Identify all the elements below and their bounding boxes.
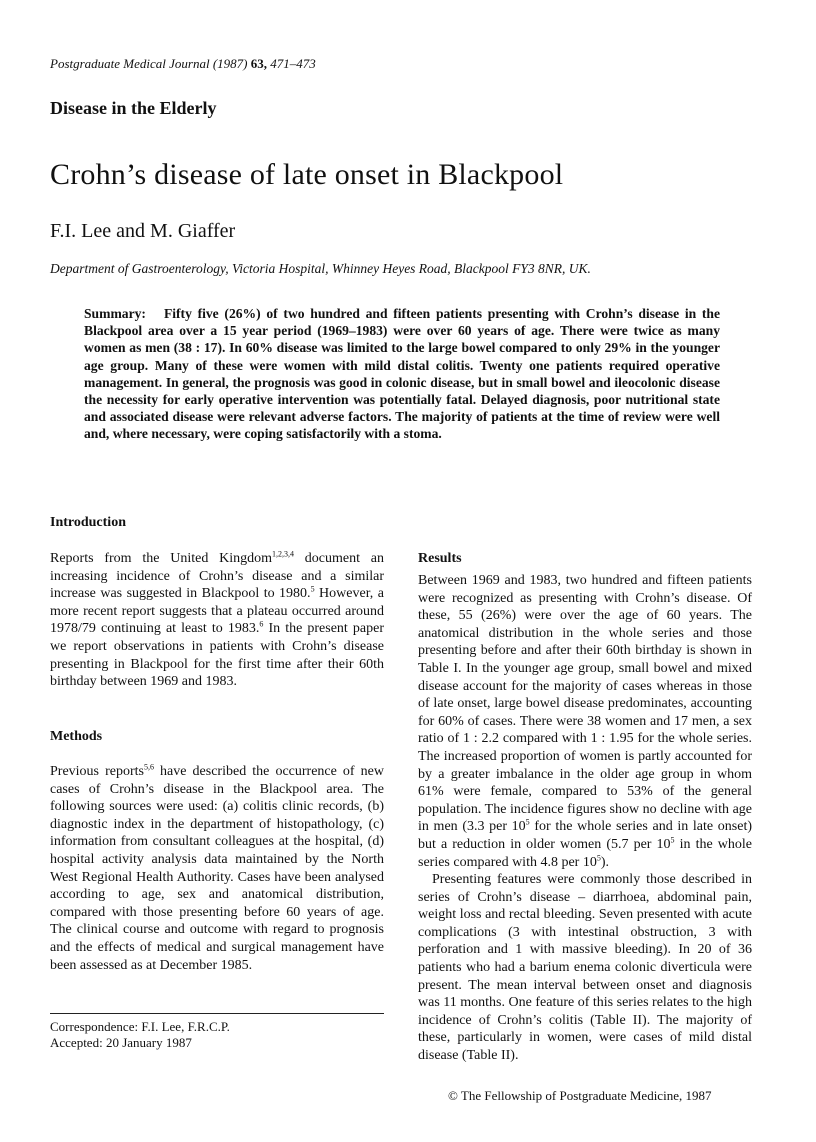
footnote	[50, 1019, 230, 1051]
reference-marker: 6	[259, 619, 264, 629]
correspondence-note: Correspondence: F.I. Lee, F.R.C.P.	[50, 1019, 230, 1034]
results-paragraph-2: Presenting features were commonly those described in series of Crohn’s disease – diarrhoea, abdominal pain, weight loss and rectal bleeding. Seven presented with acute complications (3 with intestinal obstruction, 3 with perforation and 1 with massive bleeding). In 20 of 36 patients who had a barium enema colonic diverticula were present. The mean interval between onset and diagnosis was 11 months. One feature of this series relates to the high incidence of Crohn’s colitis (Table II). The majority of these, particularly in women, were cases of mild distal disease (Table II).	[418, 872, 752, 1064]
reference-marker: 5	[310, 584, 315, 594]
journal-pages: 471–473	[270, 56, 316, 71]
summary-text: Fifty five (26%) of two hundred and fifteen patients presenting with Crohn’s disease in the Blackpool area over a 15 year period (1969–1983) were over 60 years of age. There were twice as many women as men (38 : 17). In 60% disease was limited to the large bowel compared to only 29% in the younger age group. Many of these were women with mild distal colitis. Twenty one patients required operative management. In general, the prognosis was good in colonic disease, but in small bowel and ileocolonic disease the necessity for early operative intervention was potentially fatal. Delayed diagnosis, poor nutritional state and associated disease were relevant adverse factors. The majority of patients at the time of review were well and, where necessary, were coping satisfactorily with a stoma.	[84, 306, 720, 442]
section-heading: Disease in the Elderly	[50, 98, 217, 118]
results-paragraph-1: Between 1969 and 1983, two hundred and fifteen patients were recognized as presenting with Crohn’s disease. Of these, 55 (26%) were over the age of 60 years. The anatomical distribution in the whole series and those presenting before and after their 60th birthday is shown in Table I. In the younger age group, small bowel and mixed disease account for the majority of cases whereas in those of late onset, large bowel disease predominates, accounting for 60% of cases. There were 38 women and 17 men, a sex ratio of 1 : 2.2 compared with 1 : 1.95 for the whole series. The increased proportion of women is partly accounted for by a greater imbalance in the older age group in whom 61% were female, compared to 53% of the general population. The incidence figures show no decline with age in men (3.3 per $10^5$ for the whole series and in late onset) but a reduction in older women (5.7 per $10^5$ in the whole series compared with 4.8 per $10^5$).	[418, 573, 752, 870]
reference-marker: 5,6	[143, 762, 154, 772]
accepted-note: Accepted: 20 January 1987	[50, 1035, 192, 1050]
summary-label: Summary:	[84, 306, 146, 321]
article-affiliation: Department of Gastroenterology, Victoria Hospital, Whinney Heyes Road, Blackpool FY3 8NR, UK.	[50, 261, 591, 276]
footnote-divider	[50, 1013, 384, 1014]
journal-year: (1987)	[212, 56, 248, 71]
article-authors: F.I. Lee and M. Giaffer	[50, 220, 236, 242]
journal-header	[50, 56, 316, 72]
reference-marker: 1,2,3,4	[272, 549, 294, 559]
copyright-notice: © The Fellowship of Postgraduate Medicine, 1987	[448, 1088, 712, 1103]
journal-name: Postgraduate Medical Journal	[50, 56, 210, 71]
introduction-paragraph: Reports from the United Kingdom$^{1,2,3,4}$ document an increasing incidence of Crohn’s disease and a similar increase was suggested in Blackpool to 1980.$^5$ However, a more recent report suggests that a plateau occurred around 1978/79 continuing at least to 1983.$^6$ In the present paper we report observations in patients with Crohn’s disease presenting in Blackpool for the first time after their 60th birthday between 1969 and 1983.	[50, 549, 384, 690]
introduction-heading: Introduction	[50, 514, 126, 530]
summary-paragraph	[84, 305, 720, 443]
journal-volume: 63,	[250, 56, 268, 71]
methods-heading: Methods	[50, 728, 103, 744]
results-body	[418, 572, 752, 1065]
results-heading: Results	[418, 550, 462, 566]
methods-paragraph: Previous reports$^{5,6}$ have described the occurrence of new cases of Crohn’s disease in the Blackpool area. The following sources were used: (a) colitis clinic records, (b) diagnostic index in the department of histopathology, (c) information from consultant colleagues at the hospital, (d) hospital activity analysis data maintained by the North West Regional Health Authority. Cases have been analysed according to age, sex and anatomical distribution, compared with those presenting before 60 years of age. The clinical course and outcome with regard to prognosis and the effects of medical and surgical management have been assessed as at December 1985.	[50, 762, 384, 973]
article-title: Crohn’s disease of late onset in Blackpool	[50, 158, 564, 191]
